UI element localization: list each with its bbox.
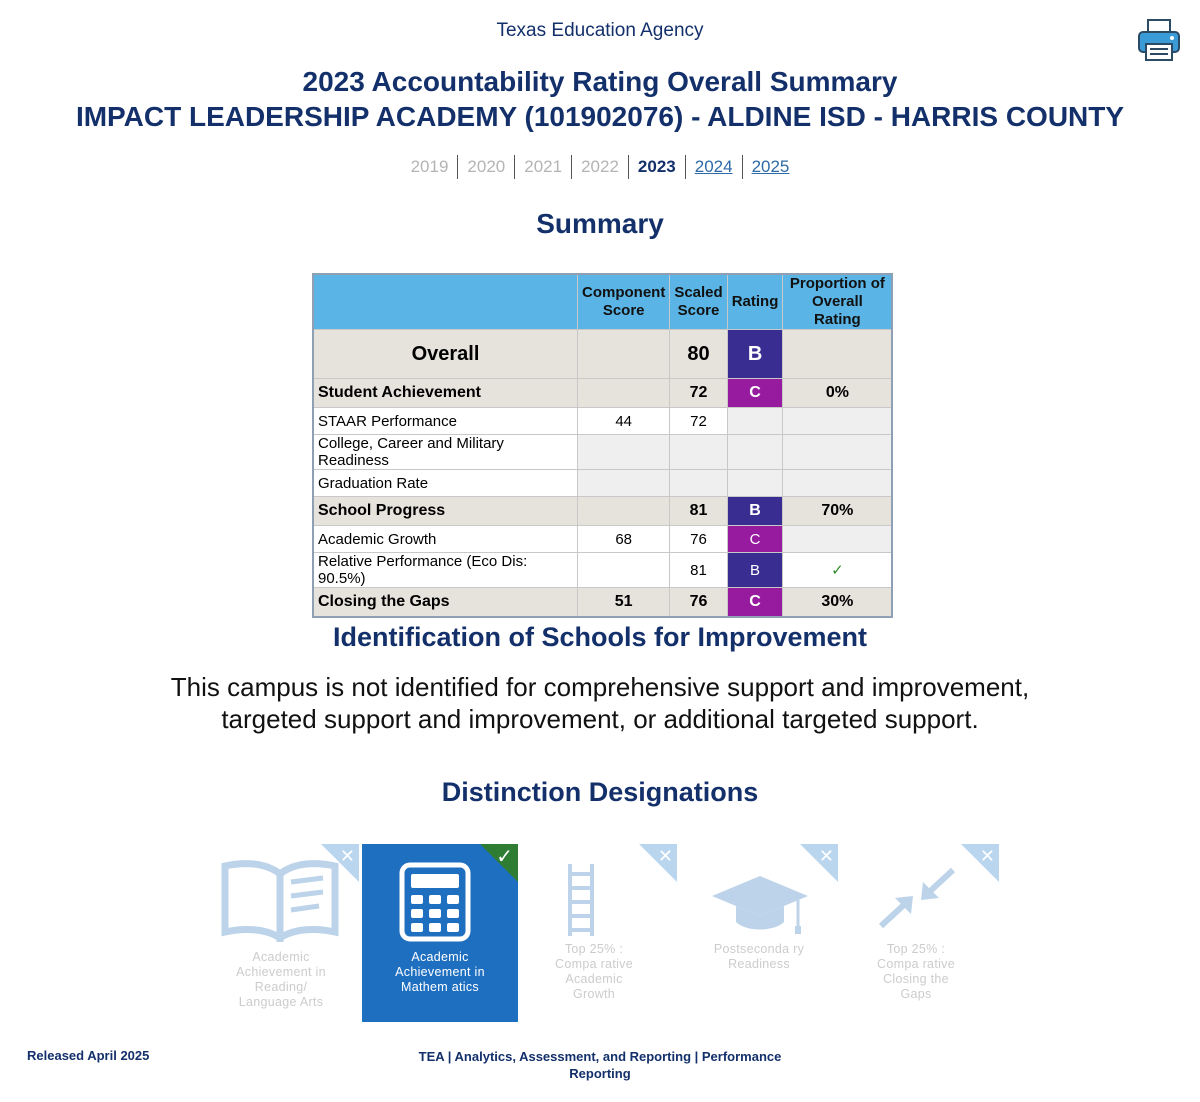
identification-heading: Identification of Schools for Improvement [332, 622, 868, 652]
proportion: 70% [783, 497, 893, 526]
table-row-ccmr [313, 435, 892, 470]
tea-footer [400, 1048, 800, 1082]
rating-empty [727, 408, 783, 435]
distinction-label [521, 942, 667, 1002]
distinction-heading: Distinction Designations [441, 777, 759, 807]
row-label: Student Achievement [313, 379, 578, 408]
row-label: Closing the Gaps [313, 588, 578, 618]
table-row-school-progress [313, 497, 892, 526]
label-line: Readiness [728, 957, 790, 971]
proportion [783, 470, 893, 497]
arrows-inward-icon [875, 866, 959, 930]
year-selector [0, 155, 1200, 179]
label-line: Compa rative [555, 957, 633, 971]
distinction-card-mathematics [362, 844, 518, 1022]
graduation-cap-icon [710, 872, 810, 942]
proportion: 30% [783, 588, 893, 618]
row-label: STAAR Performance [313, 408, 578, 435]
header-blank [313, 274, 578, 330]
distinction-card-academic-growth [521, 844, 677, 1022]
component-score [578, 497, 670, 526]
year-2022: 2022 [581, 157, 619, 176]
checkmark-icon: ✓ [496, 846, 513, 868]
label-line: Top 25% : [886, 942, 946, 956]
proportion [783, 526, 893, 553]
component-score: 44 [578, 408, 670, 435]
scaled-score: 81 [670, 553, 727, 588]
ladder-icon [565, 862, 597, 938]
distinction-label [682, 942, 836, 972]
label-line: Compa rative [877, 957, 955, 971]
label-line: Academic [565, 972, 623, 986]
scaled-score: 72 [670, 379, 727, 408]
component-score [578, 553, 670, 588]
identification-text [0, 671, 1200, 735]
label-line: Mathem atics [401, 980, 479, 994]
year-2021: 2021 [524, 157, 563, 176]
identification-line-1: This campus is not identified for comprehensive support and improvement, [170, 672, 1030, 702]
component-score [578, 470, 670, 497]
table-row-relative-performance [313, 553, 892, 588]
distinction-label [362, 950, 518, 995]
distinction-label [843, 942, 989, 1002]
distinction-label [203, 950, 359, 1010]
component-score: 68 [578, 526, 670, 553]
print-button[interactable] [1136, 18, 1182, 62]
summary-heading: Summary [536, 208, 664, 239]
label-line: Reading/ [254, 980, 308, 994]
rating-badge: C [727, 588, 783, 618]
summary-table [312, 273, 893, 618]
close-icon: ✕ [818, 846, 834, 866]
scaled-score [670, 470, 727, 497]
proportion: 0% [783, 379, 893, 408]
page-title: 2023 Accountability Rating Overall Summary [302, 66, 898, 97]
table-header-row [313, 274, 892, 330]
label-line: Achievement in [395, 965, 485, 979]
row-label: Graduation Rate [313, 470, 578, 497]
year-2023-current: 2023 [637, 157, 676, 176]
label-line: Academic [252, 950, 310, 964]
component-score: 51 [578, 588, 670, 618]
calculator-icon [399, 862, 471, 942]
label-line: Top 25% : [564, 942, 624, 956]
distinction-card-postsecondary [682, 844, 838, 1022]
row-label: Overall [313, 330, 578, 379]
header-rating: Rating [727, 274, 783, 330]
campus-subtitle: IMPACT LEADERSHIP ACADEMY (101902076) - ALDINE ISD - HARRIS COUNTY [75, 101, 1125, 132]
checkmark-icon: ✓ [783, 553, 893, 588]
header-scaled-score: Scaled Score [670, 274, 727, 330]
label-line: Postseconda ry [713, 942, 805, 956]
year-2024-link[interactable]: 2024 [694, 157, 733, 176]
footer-line-2: Reporting [569, 1066, 631, 1081]
header-proportion: Proportion of Overall Rating [783, 274, 893, 330]
identification-line-2: targeted support and improvement, or additional targeted support. [221, 704, 979, 734]
label-line: Language Arts [238, 995, 324, 1009]
table-row-graduation [313, 470, 892, 497]
scaled-score: 81 [670, 497, 727, 526]
year-2020: 2020 [467, 157, 506, 176]
scaled-score: 76 [670, 588, 727, 618]
rating-badge: B [727, 330, 783, 379]
scaled-score: 72 [670, 408, 727, 435]
distinction-card-reading [203, 844, 359, 1022]
proportion [783, 435, 893, 470]
scaled-score: 76 [670, 526, 727, 553]
label-line: Academic [411, 950, 469, 964]
rating-badge: C [727, 526, 783, 553]
footer-line-1: TEA | Analytics, Assessment, and Reporting | Performance [418, 1049, 782, 1064]
table-row-student-achievement [313, 379, 892, 408]
close-icon: ✕ [339, 846, 355, 866]
close-icon: ✕ [979, 846, 995, 866]
scaled-score [670, 435, 727, 470]
label-line: Growth [572, 987, 616, 1001]
table-row-closing-gaps [313, 588, 892, 618]
rating-badge: C [727, 379, 783, 408]
component-score [578, 330, 670, 379]
rating-empty [727, 435, 783, 470]
year-2025-link[interactable]: 2025 [751, 157, 790, 176]
label-line: Closing the [883, 972, 949, 986]
row-label: School Progress [313, 497, 578, 526]
label-line: Gaps [900, 987, 932, 1001]
table-row-academic-growth [313, 526, 892, 553]
label-line: Achievement in [236, 965, 326, 979]
proportion [783, 330, 893, 379]
close-icon: ✕ [657, 846, 673, 866]
header-component-score: Component Score [578, 274, 670, 330]
row-label: Relative Performance (Eco Dis: 90.5%) [313, 553, 578, 588]
year-2019: 2019 [410, 157, 449, 176]
proportion [783, 408, 893, 435]
agency-name: Texas Education Agency [496, 20, 704, 41]
rating-badge: B [727, 553, 783, 588]
row-label: Academic Growth [313, 526, 578, 553]
released-date: Released April 2025 [27, 1048, 150, 1063]
table-row-overall [313, 330, 892, 379]
rating-empty [727, 470, 783, 497]
table-row-staar [313, 408, 892, 435]
printer-icon [1136, 18, 1182, 62]
component-score [578, 379, 670, 408]
scaled-score: 80 [670, 330, 727, 379]
component-score [578, 435, 670, 470]
book-icon [215, 854, 345, 942]
distinction-card-closing-gaps [843, 844, 999, 1022]
row-label: College, Career and Military Readiness [313, 435, 578, 470]
rating-badge: B [727, 497, 783, 526]
